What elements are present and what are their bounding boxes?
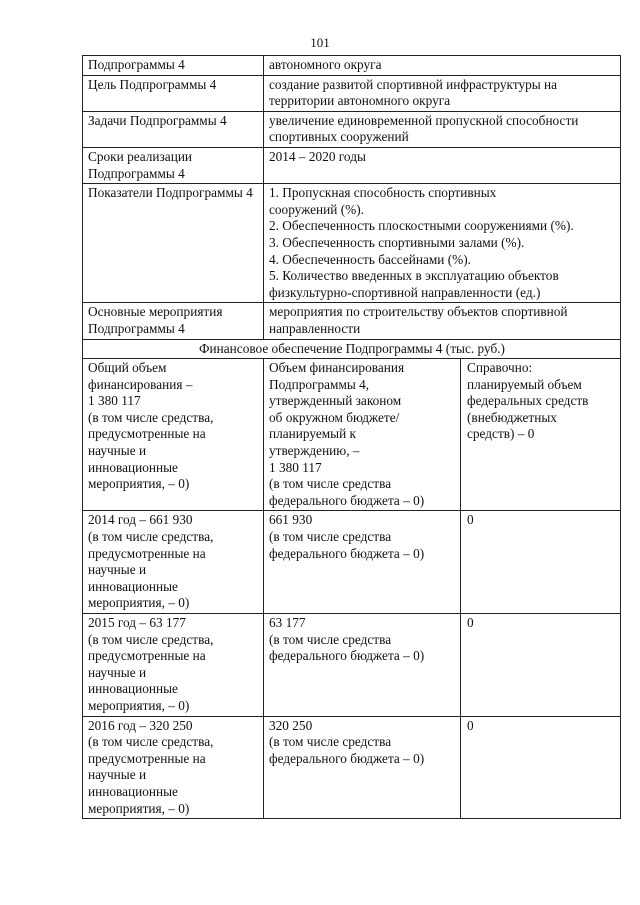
- passport-table: [82, 55, 621, 819]
- finance-header: Финансовое обеспечение Подпрограммы 4 (тыс. руб.): [83, 339, 621, 359]
- finance-total-cell: 2016 год – 320 250 (в том числе средства, предусмотренные на научные и инновационные мероприятия, – 0): [83, 716, 264, 819]
- table-row-year-2015: [83, 614, 621, 717]
- table-row-tasks: [83, 111, 621, 147]
- table-row-subprogram: [83, 56, 621, 76]
- row-label: Показатели Подпрограммы 4: [83, 184, 264, 303]
- row-value: автономного округа: [264, 56, 621, 76]
- table-row-measures: [83, 303, 621, 339]
- table-row-timeline: [83, 147, 621, 183]
- table-row-goal: [83, 75, 621, 111]
- row-label: Подпрограммы 4: [83, 56, 264, 76]
- finance-budget-cell: 661 930 (в том числе средства федерального бюджета – 0): [264, 511, 461, 614]
- finance-total-cell: 2015 год – 63 177 (в том числе средства, предусмотренные на научные и инновационные мероприятия, – 0): [83, 614, 264, 717]
- finance-total-cell: 2014 год – 661 930 (в том числе средства, предусмотренные на научные и инновационные мероприятия, – 0): [83, 511, 264, 614]
- row-value: 1. Пропускная способность спортивных сооружений (%). 2. Обеспеченность плоскостными сооружениями (%). 3. Обеспеченность спортивными залами (%). 4. Обеспеченность бассейнами (%). 5. Количество введенных в эксплуатацию объектов физкультурно-спортивной направленности (ед.): [264, 184, 621, 303]
- finance-reference-cell: 0: [461, 614, 621, 717]
- row-value: мероприятия по строительству объектов спортивной направленности: [264, 303, 621, 339]
- finance-reference-cell: 0: [461, 716, 621, 819]
- row-label: Основные мероприятия Подпрограммы 4: [83, 303, 264, 339]
- finance-total-cell: Общий объем финансирования – 1 380 117 (в том числе средства, предусмотренные на научные и инновационные мероприятия, – 0): [83, 359, 264, 511]
- row-value: 2014 – 2020 годы: [264, 147, 621, 183]
- table-row-year-2014: [83, 511, 621, 614]
- row-value: создание развитой спортивной инфраструктуры на территории автономного округа: [264, 75, 621, 111]
- finance-budget-cell: Объем финансирования Подпрограммы 4, утвержденный законом об окружном бюджете/ планируемый к утверждению, – 1 380 117 (в том числе средства федерального бюджета – 0): [264, 359, 461, 511]
- finance-budget-cell: 320 250 (в том числе средства федерального бюджета – 0): [264, 716, 461, 819]
- finance-reference-cell: Справочно: планируемый объем федеральных средств (внебюджетных средств) – 0: [461, 359, 621, 511]
- page-number: 101: [310, 35, 330, 50]
- finance-budget-cell: 63 177 (в том числе средства федерального бюджета – 0): [264, 614, 461, 717]
- row-label: Сроки реализации Подпрограммы 4: [83, 147, 264, 183]
- table-row-finance-header: [83, 339, 621, 359]
- table-row-indicators: [83, 184, 621, 303]
- row-value: увеличение единовременной пропускной способности спортивных сооружений: [264, 111, 621, 147]
- table-row-finance-summary: [83, 359, 621, 511]
- finance-reference-cell: 0: [461, 511, 621, 614]
- row-label: Цель Подпрограммы 4: [83, 75, 264, 111]
- row-label: Задачи Подпрограммы 4: [83, 111, 264, 147]
- table-row-year-2016: [83, 716, 621, 819]
